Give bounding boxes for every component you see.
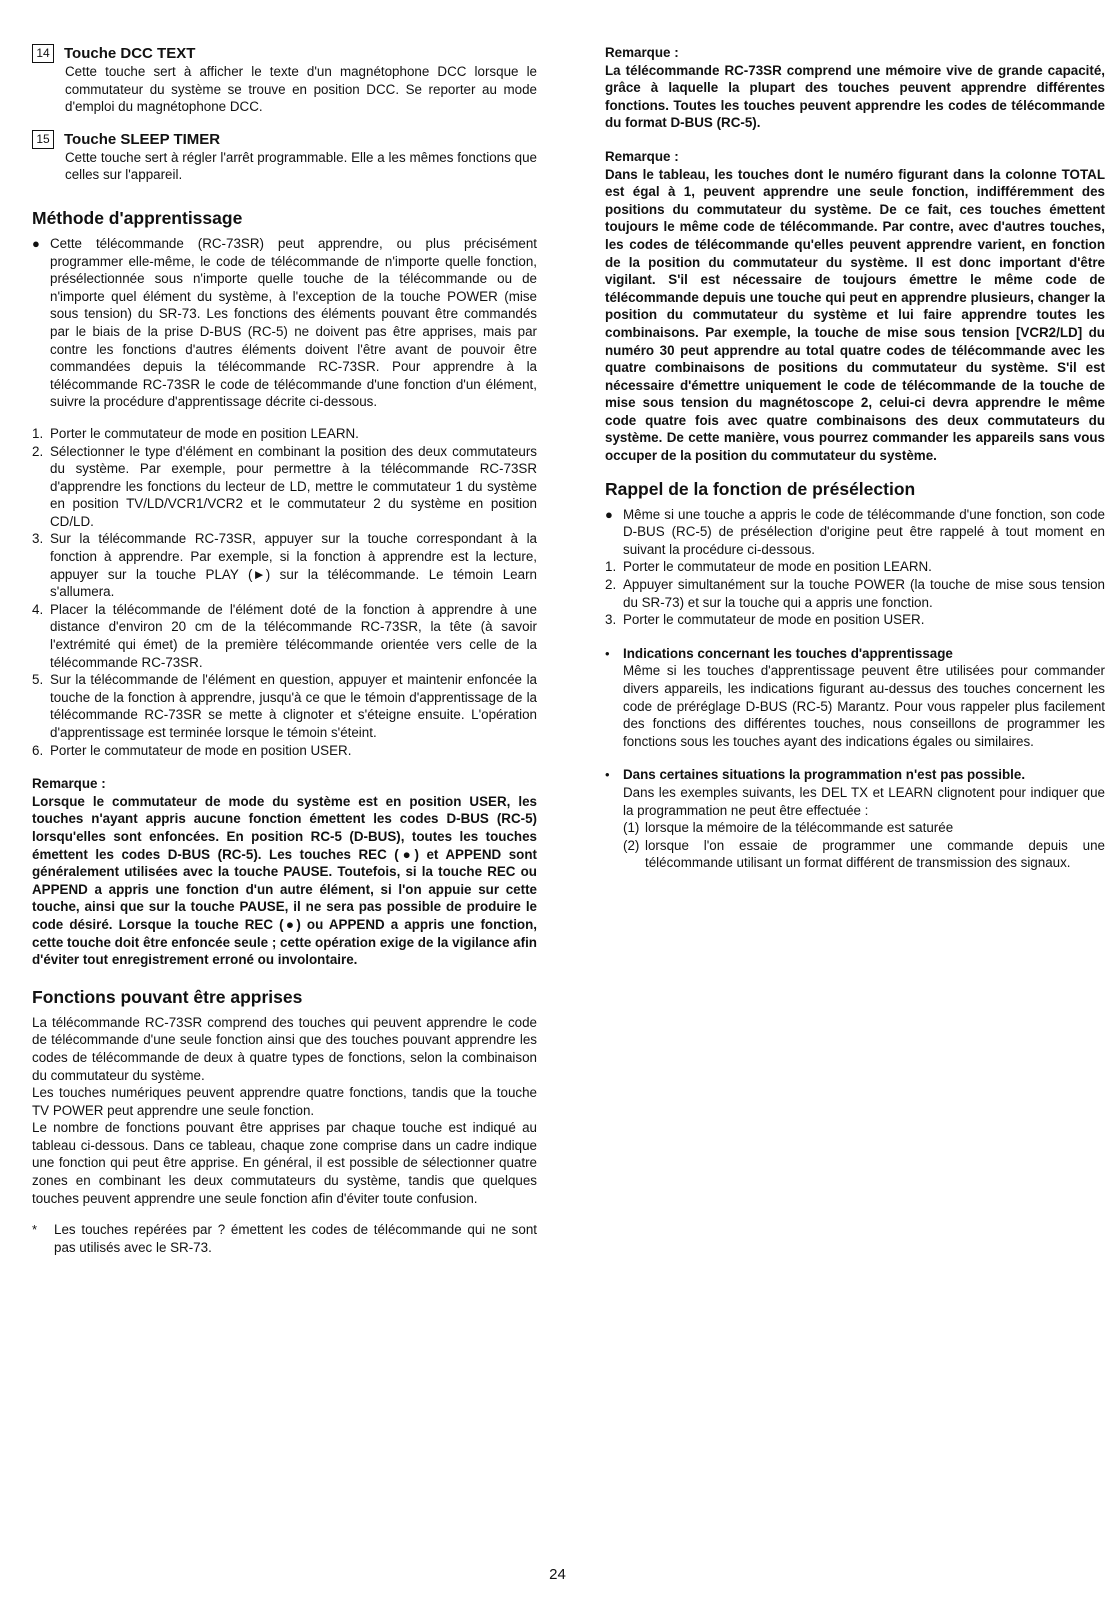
- asterisk-icon: *: [32, 1222, 38, 1238]
- remark-text: Dans le tableau, les touches dont le numéro figurant dans la colonne TOTAL est égal à 1, peuvent apprendre une seule fonction, indifféremment des positions du commutateur du système. De ce fait, ces touches émettent toujours le même code de télécommande. Par contre, avec d'autres touches, les codes de télécommande qu'elles peuvent apprendre varient, en fonction de la position du commutateur du système. Il est donc important d'être vigilant. S'il est nécessaire de toujours émettre le même code de télécommande depuis une touche qui peut en apprendre plusieurs, changer la position du commutateur du système et lui faire apprendre toutes les combinaisons. Par exemple, la touche de mise sous tension [VCR2/LD] du numéro 30 peut apprendre au total quatre codes de télécommande avec les quatre combinaisons de positions du commutateur du système. S'il est nécessaire d'émettre uniquement le code de télécommande de la touche de mise sous tension du magnétoscope 2, celui-ci devra apprendre le même code quatre fois avec quatre combinaisons des deux commutateurs du système. De cette manière, vous pourrez commander les appareils sans vous occuper de la position du commutateur du système.: [605, 166, 1105, 464]
- list-item: 4. Placer la télécommande de l'élément doté de la fonction à apprendre à une distance d'environ 20 cm de la télécommande RC-73SR, la tête (à savoir l'extrémité qui émet) de la première télécommande orientée vers celle de la télécommande RC-73SR.: [32, 601, 537, 670]
- list-item: 2. Appuyer simultanément sur la touche POWER (la touche de mise sous tension du SR-73) et sur la touche qui a appris une fonction.: [605, 577, 1105, 610]
- bullet-icon: •: [605, 767, 610, 783]
- key-14-title: Touche DCC TEXT: [64, 45, 196, 62]
- right-column: [605, 44, 1105, 872]
- key-15-title: Touche SLEEP TIMER: [64, 130, 221, 148]
- remark-label: Remarque :: [605, 45, 679, 60]
- recall-heading: Rappel de la fonction de présélection: [605, 478, 916, 499]
- indications-section: [605, 645, 1105, 751]
- key-14-section: [32, 44, 537, 116]
- list-item: (1) lorsque la mémoire de la télécommande est saturée: [623, 820, 954, 836]
- list-item: 3. Porter le commutateur de mode en position USER.: [605, 612, 925, 628]
- key-14-text: Cette touche sert à afficher le texte d'un magnétophone DCC lorsque le commutateur du système se trouve en position DCC. Se reporter au mode d'emploi du magnétophone DCC.: [65, 64, 537, 115]
- list-item: 6. Porter le commutateur de mode en position USER.: [32, 742, 352, 758]
- footnote-text: Les touches repérées par ? émettent les codes de télécommande qui ne sont pas utilisés avec le SR-73.: [54, 1222, 537, 1255]
- list-item: 3. Sur la télécommande RC-73SR, appuyer sur la touche correspondant à la fonction à apprendre. Par exemple, si la fonction à apprendre est la lecture, appuyer sur la touche PLAY (►) sur la télécommande. Le témoin Learn s'allumera.: [32, 531, 537, 600]
- paragraph: Les touches numériques peuvent apprendre quatre fonctions, tandis que la touche TV POWER peut apprendre une seule fonction.: [32, 1085, 537, 1118]
- footnote: [32, 1221, 537, 1256]
- list-item: 1. Porter le commutateur de mode en position LEARN.: [32, 425, 359, 441]
- situations-text: Dans les exemples suivants, les DEL TX et LEARN clignotent pour indiquer que la programmation ne peut être effectuée :: [623, 784, 1105, 818]
- recall-steps-list: [605, 558, 1105, 628]
- paragraph: La télécommande RC-73SR comprend des touches qui peuvent apprendre le code de télécommande d'une seule fonction ainsi que des touches pouvant apprendre les codes de télécommande de deux à quatre types de fonctions, selon la combinaison du commutateur du système.: [32, 1014, 537, 1083]
- list-item: 2. Sélectionner le type d'élément en combinant la position des deux commutateurs du système. Par exemple, pour permettre à la télécommande RC-73SR d'apprendre les fonctions du lecteur de LD, mettre le commutateur 1 du système en position TV/LD/VCR1/VCR2 et le commutateur 2 du système en position CD/LD.: [32, 443, 537, 529]
- left-column: [32, 44, 537, 1256]
- list-item: 5. Sur la télécommande de l'élément en question, appuyer et maintenir enfoncée la touche de la fonction à apprendre, jusqu'à ce que le témoin d'apprentissage de la télécommande RC-73SR se mette à clignoter et s'éteigne ensuite. L'opération d'apprentissage est terminée lorsque le témoin s'éteint.: [32, 672, 537, 740]
- list-item: 1. Porter le commutateur de mode en position LEARN.: [605, 559, 932, 575]
- key-number-badge: 15: [32, 130, 54, 149]
- learnable-functions-section: [32, 987, 537, 1257]
- key-15-text: Cette touche sert à régler l'arrêt programmable. Elle a les mêmes fonctions que celles sur l'appareil.: [65, 149, 537, 183]
- learnable-functions-heading: Fonctions pouvant être apprises: [32, 986, 303, 1007]
- indications-title: Indications concernant les touches d'apprentissage: [623, 645, 953, 661]
- key-number-badge: 14: [32, 44, 54, 63]
- remark-label: Remarque :: [605, 148, 679, 164]
- bullet-icon: ●: [605, 506, 613, 522]
- situations-section: [605, 766, 1105, 872]
- indications-text: Même si les touches d'apprentissage peuvent être utilisées pour commander divers appareils, les indications figurant au-dessus des touches concernent les code de préréglage D-BUS (RC-5) Marantz. Pour vous rappeler plus facilement des fonctions des différentes touches, nous conseillons de programmer les fonctions sous les touches ayant des indications égales ou similaires.: [623, 663, 1105, 749]
- remark-text: La télécommande RC-73SR comprend une mémoire vive de grande capacité, grâce à laquelle la plupart des touches peuvent apprendre différentes fonctions. Toutes les touches peuvent apprendre les codes de télécommande du format D-BUS (RC-5).: [605, 62, 1105, 131]
- list-item: (2) lorsque l'on essaie de programmer une commande depuis une télécommande utilisant un format différent de transmission des signaux.: [623, 837, 1105, 871]
- situations-list: [623, 819, 1105, 872]
- learning-method-section: [32, 208, 537, 969]
- recall-section: [605, 479, 1105, 629]
- key-15-section: [32, 130, 537, 184]
- learning-method-intro: Cette télécommande (RC-73SR) peut apprendre, ou plus précisément programmer elle-même, le code de télécommande de n'importe quelle fonction, présélectionnée sous n'importe quelle touche de la télécommande ou de n'importe quel élément du système, à l'exception de la touche POWER (mise sous tension) du SR-73. Les fonctions des éléments pouvant être commandés par le biais de la prise D-BUS (RC-5) ne doivent pas être apprises, mais par contre les fonctions d'autres éléments doivent l'être avant de pouvoir être commandées depuis la télécommande RC-73SR. Pour apprendre à la télécommande RC-73SR le code de télécommande d'une fonction d'un élément, suivre la procédure d'apprentissage décrite ci-dessous.: [50, 235, 537, 410]
- paragraph: Le nombre de fonctions pouvant être apprises par chaque touche est indiqué au tableau ci-dessous. Dans ce tableau, chaque zone comprise dans un cadre indique une fonction qui peut être apprise. En général, il est possible de sélectionner quatre zones en combinant les deux commutateurs du système, tandis que quelques touches peuvent apprendre une seule fonction afin d'éviter toute confusion.: [32, 1120, 537, 1206]
- bullet-icon: ●: [32, 235, 40, 251]
- bullet-icon: •: [605, 645, 610, 661]
- remark-box: [605, 148, 1105, 465]
- recall-intro: Même si une touche a appris le code de télécommande d'une fonction, son code D-BUS (RC-5) de présélection d'origine peut être rappelé à tout moment en suivant la procédure ci-dessous.: [623, 506, 1105, 557]
- learning-method-heading: Méthode d'apprentissage: [32, 207, 243, 228]
- remark-label: Remarque :: [32, 776, 106, 792]
- learning-steps-list: [32, 425, 537, 759]
- remark-box: [605, 44, 1105, 132]
- remark-text: Lorsque le commutateur de mode du système est en position USER, les touches n'ayant appris aucune fonction émettent les codes D-BUS (RC-5) lorsqu'elles sont enfoncées. En position RC-5 (D-BUS), toutes les touches émettent les codes D-BUS (RC-5). Les touches REC (●) et APPEND sont généralement utilisées avec la touche PAUSE. Toutefois, si la touche REC ou APPEND a appris une fonction d'un autre élément, si l'on appuie sur cette touche, ainsi que sur la touche PAUSE, il ne sera pas possible de produire le code désiré. Lorsque la touche REC (●) ou APPEND a appris une fonction, cette touche doit être enfoncée seule ; cette opération exige de la vigilance afin d'éviter tout enregistrement erroné ou involontaire.: [32, 793, 537, 968]
- page-number: 24: [549, 1566, 566, 1583]
- remark-box: [32, 775, 537, 969]
- situations-title: Dans certaines situations la programmation n'est pas possible.: [623, 767, 1026, 783]
